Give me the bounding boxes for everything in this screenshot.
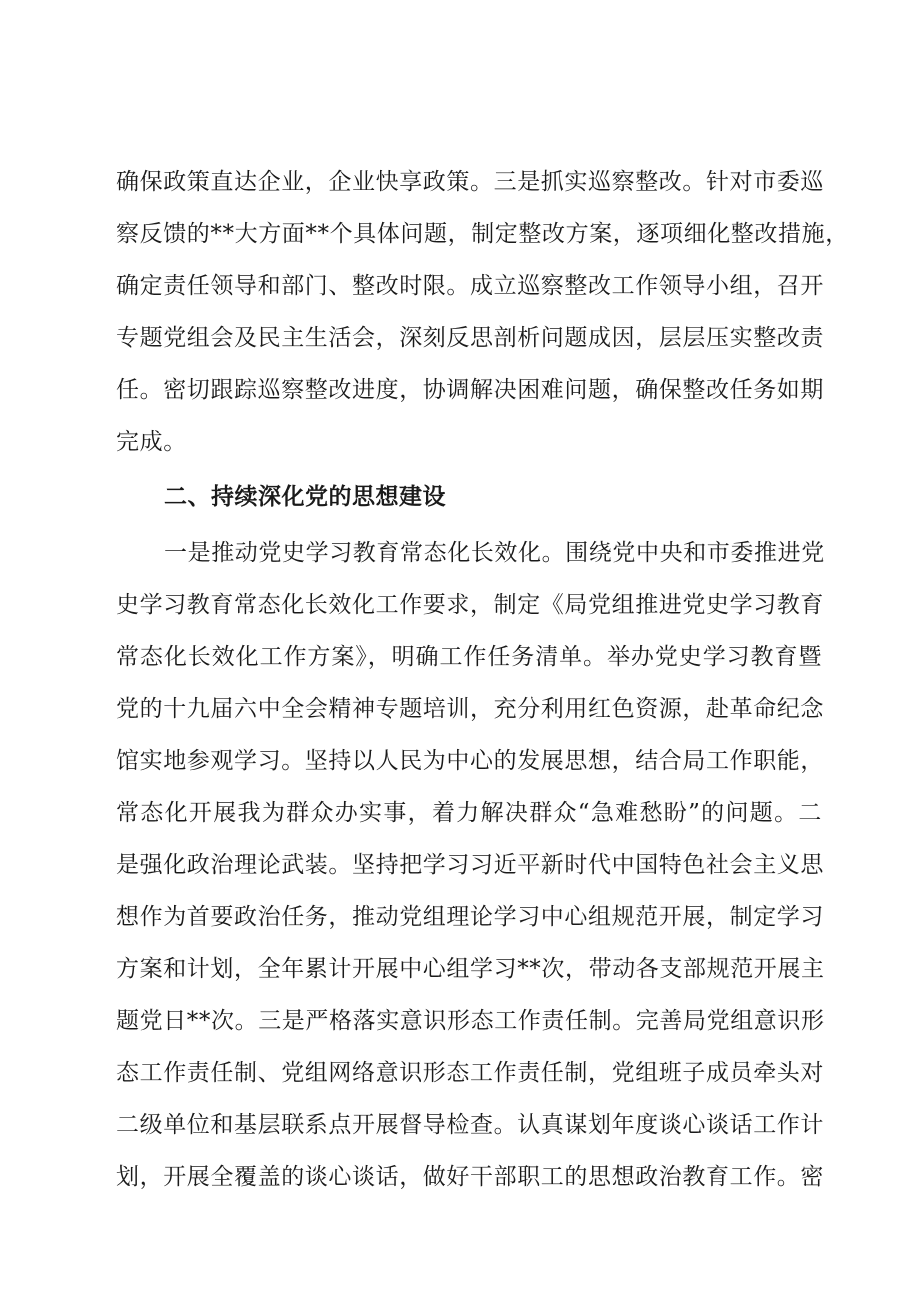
paragraph-line: 一是推动党史学习教育常态化长效化。围绕党中央和市委推进党 xyxy=(164,540,825,566)
paragraph-line: 察反馈的**大方面**个具体问题，制定整改方案，逐项细化整改措施， xyxy=(116,221,849,247)
paragraph-line: 党的十九届六中全会精神专题培训，充分利用红色资源，赴革命纪念 xyxy=(116,696,824,722)
paragraph-line: 方案和计划，全年累计开展中心组学习**次，带动各支部规范开展主 xyxy=(116,956,825,982)
paragraph-line: 完成。 xyxy=(116,429,187,455)
paragraph-line: 专题党组会及民主生活会，深刻反思剖析问题成因，层层压实整改责 xyxy=(116,325,824,351)
paragraph-line: 态工作责任制、党组网络意识形态工作责任制，党组班子成员牵头对 xyxy=(116,1060,824,1086)
section-heading: 二、持续深化党的思想建设 xyxy=(164,484,446,510)
paragraph-line: 是强化政治理论武装。坚持把学习习近平新时代中国特色社会主义思 xyxy=(116,852,824,878)
paragraph-line: 二级单位和基层联系点开展督导检查。认真谋划年度谈心谈话工作计 xyxy=(116,1112,824,1138)
paragraph-line: 史学习教育常态化长效化工作要求，制定《局党组推进党史学习教育 xyxy=(116,592,824,618)
paragraph-line: 常态化开展我为群众办实事，着力解决群众“急难愁盼”的问题。二 xyxy=(116,800,822,826)
paragraph-line: 常态化长效化工作方案》，明确工作任务清单。举办党史学习教育暨 xyxy=(116,644,822,670)
paragraph-line: 确保政策直达企业，企业快享政策。三是抓实巡察整改。针对市委巡 xyxy=(116,169,824,195)
paragraph-line: 题党日**次。三是严格落实意识形态工作责任制。完善局党组意识形 xyxy=(116,1008,825,1034)
paragraph-line: 馆实地参观学习。坚持以人民为中心的发展思想，结合局工作职能， xyxy=(116,748,824,774)
paragraph-line: 划，开展全覆盖的谈心谈话，做好干部职工的思想政治教育工作。密 xyxy=(116,1164,824,1190)
paragraph-line: 想作为首要政治任务，推动党组理论学习中心组规范开展，制定学习 xyxy=(116,904,824,930)
paragraph-line: 任。密切跟踪巡察整改进度，协调解决困难问题，确保整改任务如期 xyxy=(116,377,824,403)
paragraph-line: 确定责任领导和部门、整改时限。成立巡察整改工作领导小组，召开 xyxy=(116,273,824,299)
